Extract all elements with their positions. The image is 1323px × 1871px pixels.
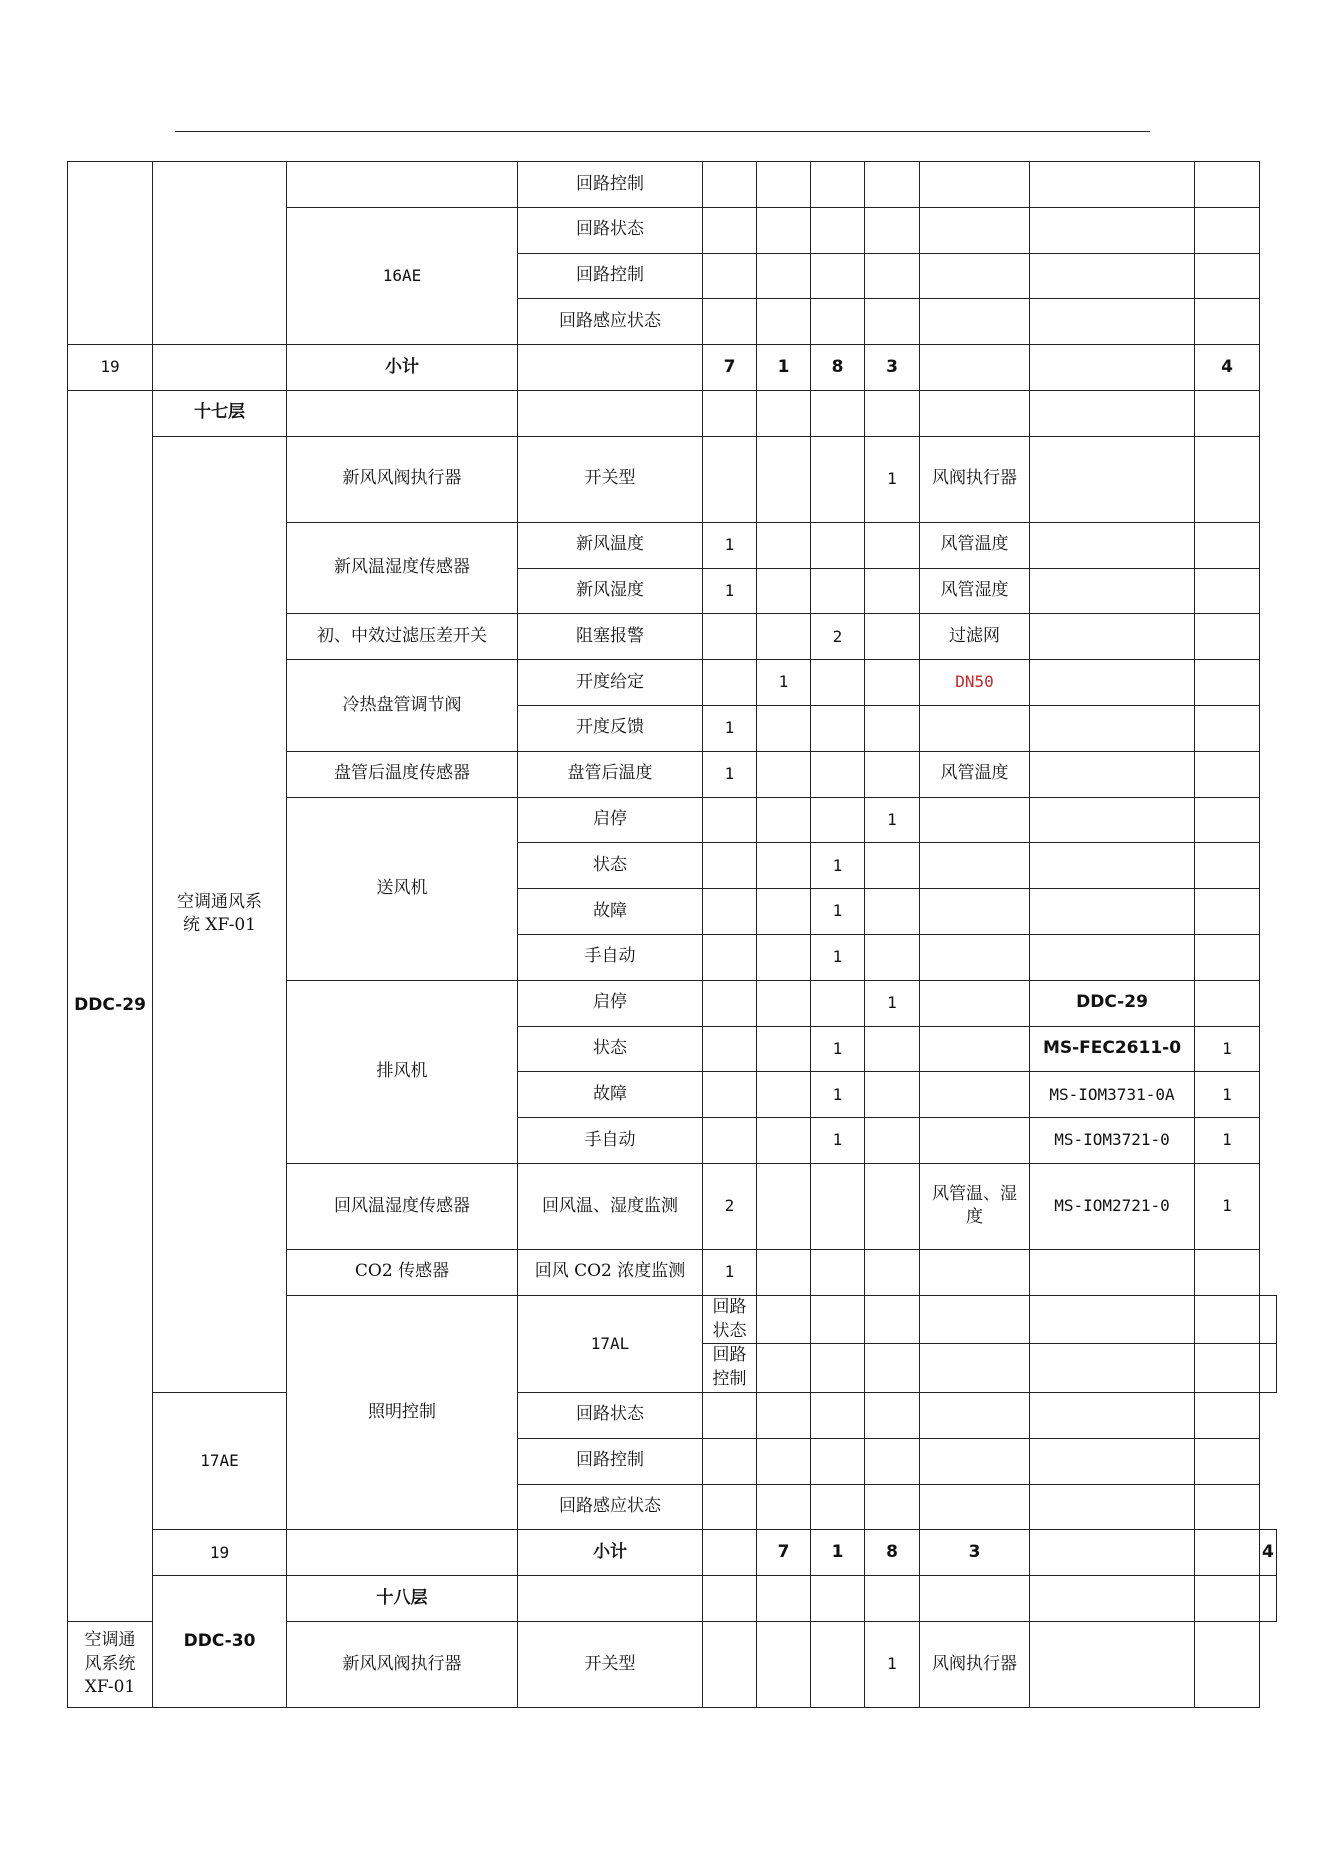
remark-cell: 风管温、湿度 — [920, 1163, 1030, 1249]
point-cell: 启停 — [518, 980, 703, 1026]
circuit-16ae: 16AE — [287, 207, 518, 344]
point-cell: 阻塞报警 — [518, 614, 703, 660]
point-cell: 回路状态 — [518, 1392, 703, 1438]
floor-label: 十七层 — [153, 390, 287, 436]
table-row: 盘管后温度传感器 盘管后温度 1 风管温度 — [68, 751, 1277, 797]
point-cell: 回路感应状态 — [518, 299, 703, 345]
table-row: 手自动 1 MS-IOM3721-0 1 — [68, 1118, 1277, 1164]
qty-total: 4 — [1260, 1530, 1277, 1576]
device-cell: 盘管后温度传感器 — [287, 751, 518, 797]
point-cell: 回路感应状态 — [518, 1484, 703, 1530]
remark-cell: 风管湿度 — [920, 568, 1030, 614]
table-row: 送风机 启停 1 — [68, 797, 1277, 843]
ddc-points-table — [67, 161, 1277, 1708]
circuit-17al: 17AL — [518, 1295, 703, 1392]
module-model: MS-IOM2721-0 — [1030, 1163, 1195, 1249]
subtotal-label: 小计 — [287, 345, 518, 391]
point-cell: 状态 — [518, 1026, 703, 1072]
point-cell: 状态 — [518, 843, 703, 889]
table-row: CO2 传感器 回风 CO2 浓度监测 1 — [68, 1249, 1277, 1295]
di-total: 8 — [865, 1530, 920, 1576]
table-row: 开度反馈 1 — [68, 705, 1277, 751]
ai-total: 7 — [703, 345, 757, 391]
device-cell: 冷热盘管调节阀 — [287, 660, 518, 752]
point-cell: 故障 — [518, 889, 703, 935]
system-lighting: 照明控制 — [287, 1295, 518, 1530]
remark-cell: 风阀执行器 — [920, 1621, 1030, 1707]
circuit-17ae: 17AE — [153, 1392, 287, 1529]
row-number: 19 — [153, 1530, 287, 1576]
header-rule — [175, 131, 1150, 132]
device-cell: 新风风阀执行器 — [287, 436, 518, 522]
point-cell: 手自动 — [518, 934, 703, 980]
table-row: 故障 1 MS-IOM3731-0A 1 — [68, 1072, 1277, 1118]
remark-cell-dn50: DN50 — [920, 660, 1030, 706]
device-cell: CO2 传感器 — [287, 1249, 518, 1295]
subtotal-label: 小计 — [518, 1530, 703, 1576]
ai-total: 7 — [757, 1530, 811, 1576]
remark-cell: 风管温度 — [920, 751, 1030, 797]
ddc-cell — [68, 162, 153, 345]
device-cell — [287, 162, 518, 208]
remark-cell: 风阀执行器 — [920, 436, 1030, 522]
point-cell: 回路控制 — [518, 162, 703, 208]
ddc-30-cell: DDC-30 — [153, 1576, 287, 1708]
qty-total: 4 — [1195, 345, 1260, 391]
table-row: 状态 1 — [68, 843, 1277, 889]
point-cell: 回路控制 — [518, 253, 703, 299]
point-cell: 开关型 — [518, 1621, 703, 1707]
row-number: 19 — [68, 345, 153, 391]
table-row: 新风温湿度传感器 新风温度 1 风管温度 — [68, 522, 1277, 568]
table-row: 排风机 启停 1 DDC-29 — [68, 980, 1277, 1026]
floor-label: 十八层 — [287, 1576, 518, 1622]
system-xf01: 空调通风系统 XF-01 — [68, 1621, 153, 1707]
point-cell: 新风湿度 — [518, 568, 703, 614]
table-row — [68, 1392, 1277, 1438]
do-total: 3 — [920, 1530, 1030, 1576]
point-cell: 盘管后温度 — [518, 751, 703, 797]
point-cell: 故障 — [518, 1072, 703, 1118]
device-cell: 初、中效过滤压差开关 — [287, 614, 518, 660]
device-cell: 新风风阀执行器 — [287, 1621, 518, 1707]
table-row: 初、中效过滤压差开关 阻塞报警 2 过滤网 — [68, 614, 1277, 660]
module-model: MS-IOM3721-0 — [1030, 1118, 1195, 1164]
point-cell: 回路控制 — [703, 1344, 757, 1393]
point-cell: 回路状态 — [518, 207, 703, 253]
system-xf01: 空调通风系统 XF-01 — [153, 436, 287, 1392]
point-cell: 回路控制 — [518, 1438, 703, 1484]
ao-total: 1 — [811, 1530, 865, 1576]
remark-cell: 过滤网 — [920, 614, 1030, 660]
controller-model: MS-FEC2611-0 — [1030, 1026, 1195, 1072]
point-cell: 开度给定 — [518, 660, 703, 706]
remark-cell: 风管温度 — [920, 522, 1030, 568]
table-row: 新风湿度 1 风管湿度 — [68, 568, 1277, 614]
module-model: MS-IOM3731-0A — [1030, 1072, 1195, 1118]
floor-header-row — [68, 390, 1277, 436]
point-cell: 手自动 — [518, 1118, 703, 1164]
subtotal-row — [68, 345, 1277, 391]
point-cell: 回风 CO2 浓度监测 — [518, 1249, 703, 1295]
floor-header-row — [68, 1576, 1277, 1622]
ddc-29-cell: DDC-29 — [68, 390, 153, 1621]
subtotal-row — [68, 1530, 1277, 1576]
point-cell: 回路状态 — [703, 1295, 757, 1344]
point-cell: 回风温、湿度监测 — [518, 1163, 703, 1249]
di-total: 8 — [811, 345, 865, 391]
table-row: 状态 1 MS-FEC2611-0 1 — [68, 1026, 1277, 1072]
table-row: 空调通风系统 XF-01 新风风阀执行器 开关型 1 风阀执行器 — [68, 436, 1277, 522]
device-cell: 排风机 — [287, 980, 518, 1163]
controller-model: DDC-29 — [1030, 980, 1195, 1026]
device-cell: 回风温湿度传感器 — [287, 1163, 518, 1249]
point-cell: 新风温度 — [518, 522, 703, 568]
table-row — [68, 162, 1277, 208]
table-row: 手自动 1 — [68, 934, 1277, 980]
device-cell: 新风温湿度传感器 — [287, 522, 518, 614]
device-cell: 送风机 — [287, 797, 518, 980]
point-cell: 启停 — [518, 797, 703, 843]
table-row: 回风温湿度传感器 回风温、湿度监测 2 风管温、湿度 MS-IOM2721-0 1 — [68, 1163, 1277, 1249]
table-row: 冷热盘管调节阀 开度给定 1 DN50 — [68, 660, 1277, 706]
point-cell: 开度反馈 — [518, 705, 703, 751]
ao-total: 1 — [757, 345, 811, 391]
point-cell: 开关型 — [518, 436, 703, 522]
do-total: 3 — [865, 345, 920, 391]
table-row: 故障 1 — [68, 889, 1277, 935]
system-cell — [153, 162, 287, 345]
table-row: 空调通风系统 XF-01 新风风阀执行器 开关型 1 风阀执行器 — [68, 1621, 1277, 1707]
